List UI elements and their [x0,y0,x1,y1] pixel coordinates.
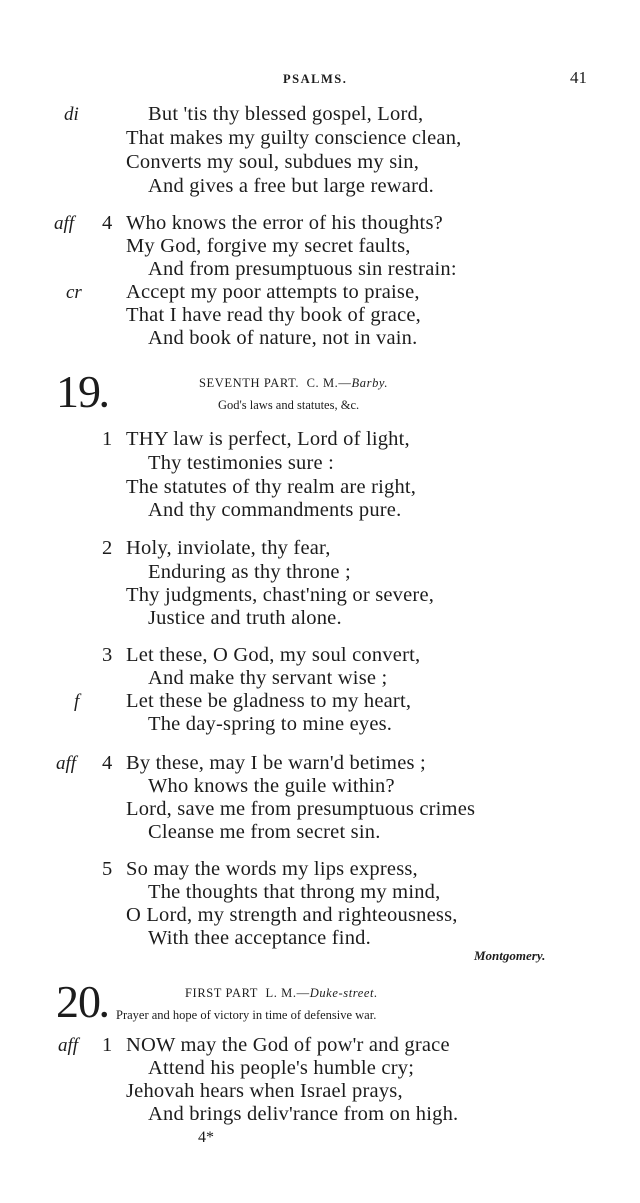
verse-line: 4 Who knows the error of his thoughts? [102,212,443,234]
verse-line: Accept my poor attempts to praise, [126,281,420,303]
verse-line: Let these be gladness to my heart, [126,690,412,712]
verse-line: Attend his people's humble cry; [148,1057,415,1079]
signature-mark: 4* [198,1129,214,1146]
verse-line: Thy testimonies sure : [148,452,335,474]
dynamic-mark: aff [54,213,75,234]
hymn-number: 19. [56,366,108,417]
verse-line: 2 Holy, inviolate, thy fear, [102,537,331,559]
dynamic-mark: aff [58,1035,79,1056]
dynamic-mark: f [74,691,80,712]
author-attribution: Montgomery. [474,948,546,963]
verse-line: And gives a free but large reward. [148,175,434,197]
verse-number: 3 [102,644,113,666]
verse-line: The statutes of thy realm are right, [126,476,417,498]
verse-line: 4 By these, may I be warn'd betimes ; [102,752,426,774]
hymn-title: FIRST PART L. M.—Duke-street. [185,986,378,1000]
verse-number: 4 [102,212,113,234]
dynamic-mark: cr [66,282,82,303]
verse-number: 4 [102,752,113,774]
verse-line: Cleanse me from secret sin. [148,821,381,843]
verse-line: Lord, save me from presumptuous crimes [126,798,476,820]
verse-line: Enduring as thy throne ; [148,561,351,583]
verse-number: 1 [102,1034,113,1056]
verse-line: Justice and truth alone. [148,607,342,629]
dynamic-mark: di [64,104,79,125]
verse-line: But 'tis thy blessed gospel, Lord, [148,103,424,125]
verse-line: 5 So may the words my lips express, [102,858,418,880]
verse-line: Who knows the guile within? [148,775,395,797]
verse-number: 1 [102,428,113,450]
verse-line: With thee acceptance find. [148,927,371,949]
hymn-20-heading [0,976,640,1034]
verse-number: 5 [102,858,113,880]
verse-line: Thy judgments, chast'ning or severe, [126,584,435,606]
hymn-number: 20. [56,976,108,1027]
verse-line: Converts my soul, subdues my sin, [126,151,420,173]
verse-line: The thoughts that throng my mind, [148,881,441,903]
hymn-subject: God's laws and statutes, &c. [218,398,360,412]
verse-line: The day-spring to mine eyes. [148,713,393,735]
verse-line: That makes my guilty conscience clean, [126,127,462,149]
verse-number: 2 [102,537,113,559]
hymn-subject: Prayer and hope of victory in time of defensive war. [116,1008,377,1022]
verse-line: O Lord, my strength and righteousness, [126,904,458,926]
verse-line: And book of nature, not in vain. [148,327,418,349]
verse-line: 1 THY law is perfect, Lord of light, [102,428,410,450]
hymn-19-heading [0,366,640,424]
running-title: PSALMS. [283,72,348,86]
verse-line: And thy commandments pure. [148,499,402,521]
page-header [0,68,640,92]
verse-line: My God, forgive my secret faults, [126,235,411,257]
hymn-title: SEVENTH PART. C. M.—Barby. [199,376,389,390]
verse-line: Jehovah hears when Israel prays, [126,1080,403,1102]
page-number: 41 [570,68,587,87]
verse-line: 3 Let these, O God, my soul convert, [102,644,421,666]
verse-line: 1 NOW may the God of pow'r and grace [102,1034,450,1056]
verse-line: And from presumptuous sin restrain: [148,258,457,280]
dynamic-mark: aff [56,753,77,774]
verse-line: And make thy servant wise ; [148,667,388,689]
verse-line: That I have read thy book of grace, [126,304,422,326]
verse-line: And brings deliv'rance from on high. [148,1103,459,1125]
